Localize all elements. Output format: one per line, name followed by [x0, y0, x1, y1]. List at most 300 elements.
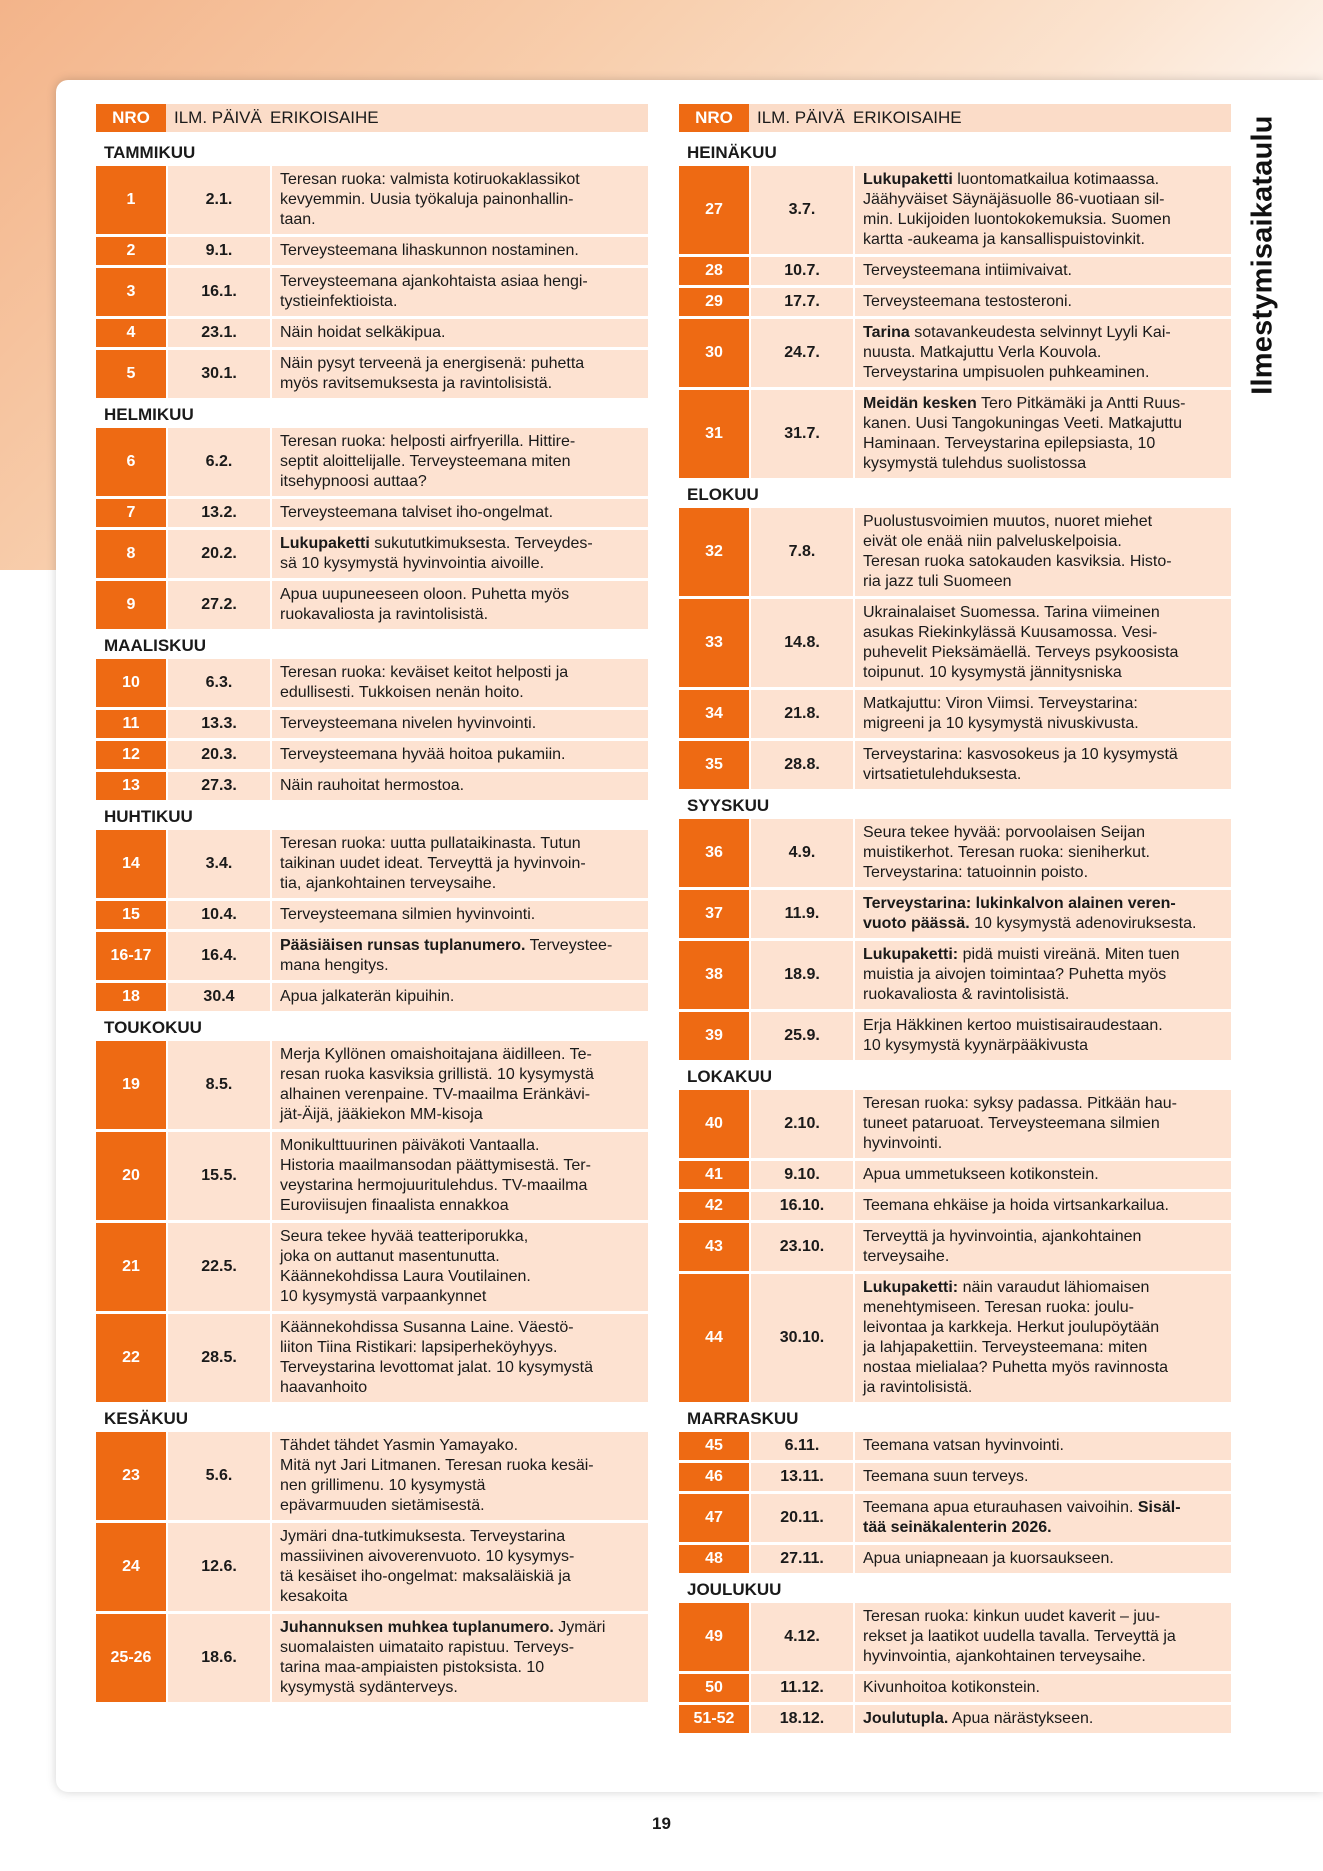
issue-number: 33	[679, 599, 749, 687]
topic-segment: Lukupaketti:	[863, 946, 959, 963]
topic-segment: sotavankeudesta selvinnyt Lyyli Kai-	[909, 324, 1171, 341]
issue-topic	[272, 581, 648, 629]
issue-date: 28.8.	[751, 741, 853, 789]
topic-segment: kevyemmin. Uusia työkaluja painonhallin-	[280, 191, 574, 208]
table-row	[679, 166, 1231, 254]
left-column	[96, 104, 648, 1705]
table-header	[679, 104, 1231, 132]
issue-topic	[272, 428, 648, 496]
issue-topic-text	[280, 1318, 593, 1398]
issue-date: 18.6.	[168, 1614, 270, 1702]
topic-segment: Apua jalkaterän kipuihin.	[280, 988, 455, 1005]
issue-number: 10	[96, 659, 166, 707]
left-month-list	[96, 140, 648, 1702]
issue-topic	[855, 1463, 1231, 1491]
issue-number: 40	[679, 1090, 749, 1158]
issue-topic	[272, 268, 648, 316]
header-date: ILM. PÄIVÄ	[174, 108, 262, 127]
issue-number: 37	[679, 890, 749, 938]
topic-segment: Puolustusvoimien muutos, nuoret miehet	[863, 513, 1153, 530]
topic-segment: 10 kysymystä kyynärpääkivusta	[863, 1037, 1088, 1054]
issue-date: 30.1.	[168, 350, 270, 398]
topic-segment: menehtymiseen. Teresan ruoka: joulu-	[863, 1299, 1134, 1316]
issue-topic	[855, 890, 1231, 938]
month-heading: JOULUKUU	[687, 1580, 782, 1599]
issue-date: 8.5.	[168, 1041, 270, 1129]
issue-date: 20.2.	[168, 530, 270, 578]
issue-topic-text	[280, 323, 445, 343]
issue-number: 4	[96, 319, 166, 347]
issue-topic	[272, 932, 648, 980]
topic-segment: taikinan uudet ideat. Terveyttä ja hyvinvoin-	[280, 855, 586, 872]
topic-segment: Teresan ruoka: helposti airfryerilla. Hittire-	[280, 433, 576, 450]
topic-segment: Historia maailmansodan päättymisestä. Ter-	[280, 1157, 591, 1174]
issue-topic	[855, 288, 1231, 316]
topic-segment: Tero Pitkämäki ja Antti Ruus-	[976, 395, 1186, 412]
topic-segment: toipunut. 10 kysymystä jännitysniska	[863, 664, 1122, 681]
issue-topic-text	[280, 745, 566, 765]
issue-number: 46	[679, 1463, 749, 1491]
issue-topic	[272, 1523, 648, 1611]
issue-date: 21.8.	[751, 690, 853, 738]
right-month-list	[679, 140, 1231, 1733]
month-heading: HUHTIKUU	[104, 807, 193, 826]
issue-topic	[272, 772, 648, 800]
issue-topic-text	[280, 503, 553, 523]
issue-topic-text	[863, 261, 1072, 281]
topic-segment: tia, ajankohtainen terveysaihe.	[280, 875, 497, 892]
issue-topic	[855, 508, 1231, 596]
issue-topic	[855, 941, 1231, 1009]
table-row	[96, 428, 648, 496]
topic-segment: Näin pysyt terveenä ja energisenä: puhetta	[280, 355, 585, 372]
table-row	[96, 772, 648, 800]
topic-segment: Apua uniapneaan ja kuorsaukseen.	[863, 1550, 1114, 1567]
page-title: Ilmestymisaikataulu	[1246, 115, 1279, 395]
issue-topic	[855, 390, 1231, 478]
topic-segment: Jymäri dna-tutkimuksesta. Terveystarina	[280, 1528, 566, 1545]
issue-topic	[855, 1223, 1231, 1271]
issue-topic-text	[280, 663, 568, 703]
topic-segment: Seura tekee hyvää: porvoolaisen Seijan	[863, 824, 1145, 841]
table-row	[679, 390, 1231, 478]
topic-segment: Apua ummetukseen kotikonstein.	[863, 1166, 1099, 1183]
issue-number: 21	[96, 1223, 166, 1311]
table-row	[679, 319, 1231, 387]
table-row	[96, 741, 648, 769]
topic-segment: Teemana vatsan hyvinvointi.	[863, 1437, 1064, 1454]
issue-topic-text	[863, 394, 1186, 474]
issue-date: 31.7.	[751, 390, 853, 478]
issue-topic	[855, 599, 1231, 687]
issue-topic-text	[280, 1136, 591, 1216]
issue-number: 25-26	[96, 1614, 166, 1702]
issue-date: 23.1.	[168, 319, 270, 347]
topic-segment: nen grillimenu. 10 kysymystä	[280, 1477, 486, 1494]
topic-segment: Ukrainalaiset Suomessa. Tarina viimeinen	[863, 604, 1160, 621]
issue-topic	[272, 830, 648, 898]
topic-segment: luontomatkailua kotimaassa.	[952, 171, 1160, 188]
topic-segment: Terveysteemana talviset iho-ongelmat.	[280, 504, 554, 521]
issue-number: 31	[679, 390, 749, 478]
topic-segment: Teemana ehkäise ja hoida virtsankarkailua.	[863, 1197, 1169, 1214]
issue-date: 30.4	[168, 983, 270, 1011]
topic-segment: Näin rauhoitat hermostoa.	[280, 777, 465, 794]
issue-number: 36	[679, 819, 749, 887]
topic-segment: ja ravintolisistä.	[863, 1379, 973, 1396]
issue-topic-text	[280, 534, 593, 574]
issue-number: 7	[96, 499, 166, 527]
page-number: 19	[652, 1814, 671, 1833]
topic-segment: migreeni ja 10 kysymystä nivuskivusta.	[863, 715, 1139, 732]
issue-topic-text	[863, 745, 1178, 785]
header-nro: NRO	[96, 104, 166, 132]
topic-segment: vuoto päässä.	[863, 915, 970, 932]
topic-segment: Euroviisujen finaalista ennakkoa	[280, 1197, 509, 1214]
topic-segment: resan ruoka kasviksia grillistä. 10 kysymystä	[280, 1066, 594, 1083]
topic-segment: min. Lukijoiden luontokokemuksia. Suomen	[863, 211, 1171, 228]
issue-number: 47	[679, 1494, 749, 1542]
issue-date: 13.11.	[751, 1463, 853, 1491]
issue-topic-text	[280, 714, 536, 734]
issue-number: 18	[96, 983, 166, 1011]
issue-date: 27.2.	[168, 581, 270, 629]
topic-segment: ruokavaliosta ja ravintolisistä.	[280, 606, 489, 623]
month-heading: KESÄKUU	[104, 1409, 189, 1428]
topic-segment: Terveysteemana silmien hyvinvointi.	[280, 906, 536, 923]
month-heading: MAALISKUU	[104, 636, 206, 655]
topic-segment: Seura tekee hyvää teatteriporukka,	[280, 1228, 529, 1245]
issue-topic	[272, 499, 648, 527]
issue-topic	[855, 1090, 1231, 1158]
issue-number: 44	[679, 1274, 749, 1402]
issue-date: 6.3.	[168, 659, 270, 707]
issue-date: 16.10.	[751, 1192, 853, 1220]
issue-number: 6	[96, 428, 166, 496]
topic-segment: Käännekohdissa Laura Voutilainen.	[280, 1268, 531, 1285]
topic-segment: Lukupaketti	[280, 535, 370, 552]
topic-segment: ruokavaliosta & ravintolisistä.	[863, 986, 1070, 1003]
topic-segment: tää seinäkalenterin 2026.	[863, 1519, 1052, 1536]
issue-date: 18.12.	[751, 1705, 853, 1733]
issue-topic	[855, 1012, 1231, 1060]
topic-segment: Apua närästykseen.	[948, 1710, 1094, 1727]
table-row	[679, 1494, 1231, 1542]
issue-topic-text	[280, 272, 588, 312]
issue-number: 45	[679, 1432, 749, 1460]
issue-topic	[855, 690, 1231, 738]
table-row	[96, 659, 648, 707]
issue-topic	[272, 1041, 648, 1129]
issue-number: 12	[96, 741, 166, 769]
table-row	[679, 1545, 1231, 1573]
topic-segment: Terveysteemana ajankohtaista asiaa hengi-	[280, 273, 588, 290]
table-row	[679, 1674, 1231, 1702]
issue-topic-text	[863, 1709, 1093, 1729]
table-row	[96, 901, 648, 929]
issue-topic-text	[863, 1436, 1064, 1456]
topic-segment: Meidän kesken	[863, 395, 977, 412]
issue-date: 2.10.	[751, 1090, 853, 1158]
issue-number: 9	[96, 581, 166, 629]
topic-segment: kysymystä tulehdus suolistossa	[863, 455, 1087, 472]
issue-date: 22.5.	[168, 1223, 270, 1311]
topic-segment: Terveyttä ja hyvinvointia, ajankohtainen	[863, 1228, 1142, 1245]
topic-segment: liiton Tiina Ristikari: lapsiperheköyhyys.	[280, 1339, 558, 1356]
issue-topic	[855, 166, 1231, 254]
table-row	[679, 1012, 1231, 1060]
table-row	[679, 1192, 1231, 1220]
issue-topic-text	[280, 905, 535, 925]
issue-date: 28.5.	[168, 1314, 270, 1402]
issue-number: 51-52	[679, 1705, 749, 1733]
topic-segment: Joulutupla.	[863, 1710, 949, 1727]
issue-topic-text	[863, 945, 1180, 1005]
issue-date: 4.12.	[751, 1603, 853, 1671]
topic-segment: kartta -aukeama ja kansallispuistovinkit.	[863, 231, 1145, 248]
month-heading: TAMMIKUU	[104, 143, 196, 162]
issue-number: 13	[96, 772, 166, 800]
topic-segment: massiivinen aivoverenvuoto. 10 kysymys-	[280, 1548, 575, 1565]
table-row	[679, 1603, 1231, 1671]
topic-segment: epävarmuuden sietämisestä.	[280, 1497, 485, 1514]
topic-segment: Haminaan. Terveystarina epilepsiasta, 10	[863, 435, 1156, 452]
topic-segment: ria jazz tuli Suomeen	[863, 573, 1012, 590]
month-heading: LOKAKUU	[687, 1067, 772, 1086]
topic-segment: Terveysteemana lihaskunnon nostaminen.	[280, 242, 579, 259]
issue-topic-text	[863, 1016, 1163, 1056]
issue-topic-text	[863, 170, 1171, 250]
issue-topic-text	[280, 170, 580, 230]
topic-segment: asukas Riekinkylässä Kuusamossa. Vesi-	[863, 624, 1158, 641]
table-row	[679, 599, 1231, 687]
table-row	[96, 166, 648, 234]
topic-segment: muistia ja aivojen toimintaa? Puhetta myös	[863, 966, 1167, 983]
issue-date: 13.3.	[168, 710, 270, 738]
issue-date: 20.11.	[751, 1494, 853, 1542]
issue-date: 3.4.	[168, 830, 270, 898]
issue-topic	[272, 1132, 648, 1220]
issue-topic	[855, 319, 1231, 387]
issue-number: 23	[96, 1432, 166, 1520]
issue-topic-text	[863, 1165, 1099, 1185]
topic-segment: Terveysteemana testosteroni.	[863, 293, 1072, 310]
table-row	[96, 1041, 648, 1129]
table-row	[96, 268, 648, 316]
table-row	[96, 830, 648, 898]
issue-topic-text	[863, 323, 1171, 383]
issue-topic	[272, 350, 648, 398]
topic-segment: Lukupaketti:	[863, 1279, 959, 1296]
issue-date: 4.9.	[751, 819, 853, 887]
table-row	[96, 350, 648, 398]
issue-topic	[855, 1494, 1231, 1542]
issue-topic-text	[863, 1094, 1177, 1154]
topic-segment: Tarina	[863, 324, 910, 341]
issue-topic-text	[863, 1549, 1114, 1569]
topic-segment: Teemana suun terveys.	[863, 1468, 1029, 1485]
table-row	[96, 237, 648, 265]
issue-topic	[272, 1432, 648, 1520]
issue-number: 34	[679, 690, 749, 738]
topic-segment: Terveysteemana intiimivaivat.	[863, 262, 1072, 279]
issue-topic	[272, 166, 648, 234]
issue-date: 14.8.	[751, 599, 853, 687]
topic-segment: Monikulttuurinen päiväkoti Vantaalla.	[280, 1137, 540, 1154]
topic-segment: Tähdet tähdet Yasmin Yamayako.	[280, 1437, 519, 1454]
issue-topic-text	[863, 694, 1139, 734]
issue-number: 39	[679, 1012, 749, 1060]
topic-segment: Teresan ruoka: valmista kotiruokaklassikot	[280, 171, 580, 188]
table-row	[96, 319, 648, 347]
issue-date: 27.11.	[751, 1545, 853, 1573]
issue-topic	[272, 237, 648, 265]
topic-segment: Teresan ruoka: keväiset keitot helposti ja	[280, 664, 569, 681]
topic-segment: taan.	[280, 211, 316, 228]
issue-date: 11.12.	[751, 1674, 853, 1702]
topic-segment: Terveystarina: lukinkalvon alainen veren-	[863, 895, 1176, 912]
topic-segment: alhainen verenpaine. TV-maailma Eränkävi-	[280, 1086, 591, 1103]
topic-segment: suomalaisten uimataito rapistuu. Terveys-	[280, 1639, 575, 1656]
issue-date: 6.2.	[168, 428, 270, 496]
issue-date: 6.11.	[751, 1432, 853, 1460]
issue-topic-text	[280, 1045, 594, 1125]
issue-topic	[855, 1192, 1231, 1220]
month-heading: HELMIKUU	[104, 405, 194, 424]
topic-segment: Käännekohdissa Susanna Laine. Väestö-	[280, 1319, 574, 1336]
topic-segment: Teresan ruoka: uutta pullataikinasta. Tutun	[280, 835, 581, 852]
topic-segment: tä kesäiset iho-ongelmat: maksaläiskiä ja	[280, 1568, 571, 1585]
table-header	[96, 104, 648, 132]
topic-segment: tarina maa-ampiaisten pistoksista. 10	[280, 1659, 545, 1676]
issue-topic	[855, 819, 1231, 887]
issue-topic-text	[280, 432, 575, 492]
issue-number: 49	[679, 1603, 749, 1671]
topic-segment: Terveystarina: tatuoinnin poisto.	[863, 864, 1089, 881]
issue-topic-text	[280, 1227, 531, 1307]
topic-segment: Kivunhoitoa kotikonstein.	[863, 1679, 1040, 1696]
month-heading: TOUKOKUU	[104, 1018, 202, 1037]
issue-topic-text	[280, 241, 579, 261]
table-row	[679, 1705, 1231, 1733]
header-nro: NRO	[679, 104, 749, 132]
topic-segment: Merja Kyllönen omaishoitajana äidilleen. Te-	[280, 1046, 592, 1063]
issue-number: 14	[96, 830, 166, 898]
header-topic: ERIKOISAIHE	[853, 108, 962, 127]
topic-segment: 10 kysymystä adenoviruksesta.	[969, 915, 1197, 932]
topic-segment: Sisäl-	[1137, 1499, 1181, 1516]
issue-topic-text	[280, 776, 464, 796]
table-row	[679, 1274, 1231, 1402]
topic-segment: Mitä nyt Jari Litmanen. Teresan ruoka kesäi-	[280, 1457, 594, 1474]
issue-topic	[272, 1223, 648, 1311]
table-row	[679, 1161, 1231, 1189]
table-row	[679, 741, 1231, 789]
issue-topic	[855, 1545, 1231, 1573]
topic-segment: veystarina hermojuuritulehdus. TV-maailma	[280, 1177, 588, 1194]
issue-topic-text	[863, 894, 1196, 934]
issue-date: 27.3.	[168, 772, 270, 800]
topic-segment: eivät ole enää niin palveluskelpoisia.	[863, 533, 1122, 550]
topic-segment: näin varaudut lähiomaisen	[958, 1279, 1150, 1296]
issue-number: 1	[96, 166, 166, 234]
issue-topic	[855, 1603, 1231, 1671]
topic-segment: Pääsiäisen runsas tuplanumero.	[280, 937, 526, 954]
issue-topic-text	[280, 936, 612, 976]
topic-segment: hyvinvointi.	[863, 1135, 943, 1152]
issue-topic-text	[863, 292, 1072, 312]
topic-segment: terveysaihe.	[863, 1248, 950, 1265]
issue-topic	[272, 983, 648, 1011]
issue-date: 25.9.	[751, 1012, 853, 1060]
topic-segment: pidä muisti vireänä. Miten tuen	[958, 946, 1180, 963]
issue-date: 20.3.	[168, 741, 270, 769]
issue-number: 22	[96, 1314, 166, 1402]
topic-segment: Lukupaketti	[863, 171, 953, 188]
issue-date: 3.7.	[751, 166, 853, 254]
issue-number: 5	[96, 350, 166, 398]
topic-segment: septit aloittelijalle. Terveysteemana miten	[280, 453, 571, 470]
issue-number: 27	[679, 166, 749, 254]
topic-segment: Teresan ruoka: kinkun uudet kaverit – juu-	[863, 1608, 1161, 1625]
topic-segment: haavanhoito	[280, 1379, 368, 1396]
topic-segment: sukututkimuksesta. Terveydes-	[369, 535, 593, 552]
issue-number: 16-17	[96, 932, 166, 980]
topic-segment: itsehypnoosi auttaa?	[280, 473, 427, 490]
topic-segment: kysymystä sydänterveys.	[280, 1679, 458, 1696]
issue-topic-text	[863, 823, 1150, 883]
topic-segment: Näin hoidat selkäkipua.	[280, 324, 446, 341]
issue-topic-text	[280, 1527, 574, 1607]
header-date: ILM. PÄIVÄ	[757, 108, 845, 127]
issue-topic	[272, 710, 648, 738]
issue-topic	[272, 901, 648, 929]
table-row	[679, 1223, 1231, 1271]
issue-topic	[272, 741, 648, 769]
header-topic: ERIKOISAIHE	[270, 108, 379, 127]
issue-number: 28	[679, 257, 749, 285]
topic-segment: 10 kysymystä varpaankynnet	[280, 1288, 487, 1305]
topic-segment: hyvinvointia, ajankohtainen terveysaihe.	[863, 1648, 1146, 1665]
issue-topic	[855, 1274, 1231, 1402]
issue-date: 7.8.	[751, 508, 853, 596]
topic-segment: Matkajuttu: Viron Viimsi. Terveystarina:	[863, 695, 1138, 712]
topic-segment: Terveystarina levottomat jalat. 10 kysymystä	[280, 1359, 594, 1376]
table-row	[679, 288, 1231, 316]
topic-segment: joka on auttanut masentunutta.	[280, 1248, 500, 1265]
issue-date: 12.6.	[168, 1523, 270, 1611]
issue-date: 9.10.	[751, 1161, 853, 1189]
topic-segment: Terveysteemana hyvää hoitoa pukamiin.	[280, 746, 566, 763]
month-heading: ELOKUU	[687, 485, 759, 504]
issue-number: 43	[679, 1223, 749, 1271]
topic-segment: edullisesti. Tukkoisen nenän hoito.	[280, 684, 524, 701]
month-heading: SYYSKUU	[687, 796, 770, 815]
issue-number: 29	[679, 288, 749, 316]
topic-segment: nuusta. Matkajuttu Verla Kouvola.	[863, 344, 1102, 361]
table-row	[679, 941, 1231, 1009]
issue-number: 24	[96, 1523, 166, 1611]
table-row	[96, 1523, 648, 1611]
table-row	[96, 932, 648, 980]
topic-segment: Teresan ruoka satokauden kasviksia. Histo-	[863, 553, 1172, 570]
issue-date: 5.6.	[168, 1432, 270, 1520]
issue-number: 41	[679, 1161, 749, 1189]
issue-number: 11	[96, 710, 166, 738]
topic-segment: Terveysteemana nivelen hyvinvointi.	[280, 715, 537, 732]
table-row	[679, 690, 1231, 738]
issue-topic	[855, 1432, 1231, 1460]
